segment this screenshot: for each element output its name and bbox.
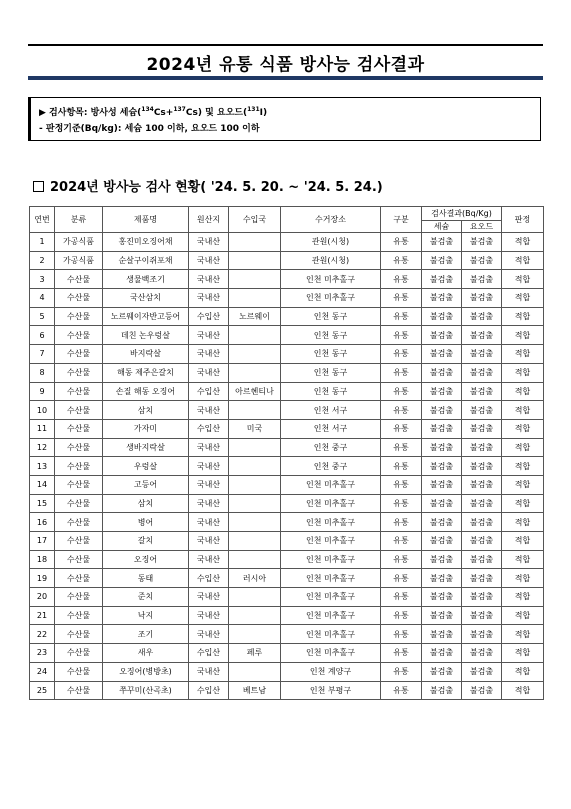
cell-origin: 국내산: [189, 494, 229, 513]
cell-place: 관원(시청): [281, 251, 381, 270]
cell-importer: 노르웨이: [229, 307, 281, 326]
cell-type: 유통: [381, 289, 422, 308]
cell-cesium: 불검출: [422, 251, 462, 270]
cell-verdict: 적합: [502, 513, 544, 532]
cell-place: 인천 미추홀구: [281, 550, 381, 569]
cell-origin: 국내산: [189, 475, 229, 494]
cell-origin: 국내산: [189, 625, 229, 644]
header-iodine: 요오드: [462, 221, 502, 233]
cell-verdict: 적합: [502, 382, 544, 401]
table-row: [30, 419, 544, 438]
cell-place: 인천 미추홀구: [281, 588, 381, 607]
cell-no: 17: [30, 532, 55, 551]
cell-iodine: 불검출: [462, 326, 502, 345]
cell-type: 유통: [381, 550, 422, 569]
cell-place: 인천 미추홀구: [281, 625, 381, 644]
cell-place: 인천 중구: [281, 438, 381, 457]
cell-origin: 수입산: [189, 382, 229, 401]
cell-product: 낙지: [103, 606, 189, 625]
cell-cesium: 불검출: [422, 625, 462, 644]
cell-no: 10: [30, 401, 55, 420]
cell-importer: 베트남: [229, 681, 281, 700]
cell-place: 인천 동구: [281, 307, 381, 326]
cell-type: 유통: [381, 363, 422, 382]
cell-origin: 국내산: [189, 532, 229, 551]
cell-product: 새우: [103, 644, 189, 663]
cell-verdict: 적합: [502, 326, 544, 345]
cell-iodine: 불검출: [462, 289, 502, 308]
cell-cesium: 불검출: [422, 662, 462, 681]
cell-verdict: 적합: [502, 662, 544, 681]
cell-product: 삼치: [103, 401, 189, 420]
cell-category: 수산물: [55, 625, 103, 644]
cell-importer: [229, 475, 281, 494]
cell-iodine: 불검출: [462, 438, 502, 457]
cell-product: 동태: [103, 569, 189, 588]
cell-place: 인천 미추홀구: [281, 569, 381, 588]
cell-iodine: 불검출: [462, 662, 502, 681]
cell-category: 수산물: [55, 644, 103, 663]
cell-no: 25: [30, 681, 55, 700]
cell-cesium: 불검출: [422, 401, 462, 420]
header-category: 분류: [55, 207, 103, 233]
cell-category: 수산물: [55, 532, 103, 551]
checkbox-icon: [33, 181, 44, 192]
cell-category: 수산물: [55, 606, 103, 625]
cell-no: 16: [30, 513, 55, 532]
cell-no: 8: [30, 363, 55, 382]
cell-category: 수산물: [55, 457, 103, 476]
cell-importer: [229, 494, 281, 513]
cell-no: 21: [30, 606, 55, 625]
cell-importer: [229, 233, 281, 252]
cell-category: 수산물: [55, 326, 103, 345]
cell-verdict: 적합: [502, 588, 544, 607]
cell-importer: 페루: [229, 644, 281, 663]
table-row: [30, 494, 544, 513]
cell-product: 쭈꾸미(산곡초): [103, 681, 189, 700]
cell-type: 유통: [381, 569, 422, 588]
cell-place: 인천 부평구: [281, 681, 381, 700]
cell-no: 4: [30, 289, 55, 308]
cell-place: 인천 미추홀구: [281, 289, 381, 308]
cell-category: 수산물: [55, 270, 103, 289]
cell-iodine: 불검출: [462, 475, 502, 494]
cell-origin: 수입산: [189, 307, 229, 326]
cell-verdict: 적합: [502, 457, 544, 476]
header-result: 검사결과(Bq/Kg): [422, 207, 502, 221]
cell-cesium: 불검출: [422, 326, 462, 345]
cell-no: 13: [30, 457, 55, 476]
cell-iodine: 불검출: [462, 307, 502, 326]
cell-no: 11: [30, 419, 55, 438]
header-type: 구분: [381, 207, 422, 233]
cell-product: 고등어: [103, 475, 189, 494]
cell-no: 5: [30, 307, 55, 326]
cell-origin: 수입산: [189, 569, 229, 588]
cell-importer: [229, 662, 281, 681]
cell-type: 유통: [381, 233, 422, 252]
cell-iodine: 불검출: [462, 419, 502, 438]
cell-importer: [229, 270, 281, 289]
criteria-test-items: ▶ 검사항목: 방사성 세슘($^{134}$Cs+$^{137}$Cs) 및 요오드($^{131}$I): [39, 106, 268, 118]
table-row: [30, 681, 544, 700]
section-heading: [33, 176, 383, 195]
cell-category: 가공식품: [55, 233, 103, 252]
table-row: [30, 644, 544, 663]
page-title: 2024년 유통 식품 방사능 검사결과: [146, 55, 425, 75]
cell-product: 손질 해동 오징어: [103, 382, 189, 401]
cell-origin: 수입산: [189, 644, 229, 663]
cell-iodine: 불검출: [462, 233, 502, 252]
cell-origin: 수입산: [189, 681, 229, 700]
cell-iodine: 불검출: [462, 550, 502, 569]
cell-product: 오징어: [103, 550, 189, 569]
cell-product: 생물백조기: [103, 270, 189, 289]
cell-category: 수산물: [55, 289, 103, 308]
title-rule-bottom: [28, 76, 543, 80]
header-no: 연번: [30, 207, 55, 233]
cell-category: 수산물: [55, 681, 103, 700]
cell-cesium: 불검출: [422, 606, 462, 625]
cell-cesium: 불검출: [422, 438, 462, 457]
cell-iodine: 불검출: [462, 625, 502, 644]
table-row: [30, 233, 544, 252]
cell-cesium: 불검출: [422, 475, 462, 494]
cell-cesium: 불검출: [422, 345, 462, 364]
cell-verdict: 적합: [502, 494, 544, 513]
cell-cesium: 불검출: [422, 494, 462, 513]
table-row: [30, 457, 544, 476]
title-rule-top: [28, 44, 543, 46]
cell-verdict: 적합: [502, 270, 544, 289]
cell-verdict: 적합: [502, 345, 544, 364]
table-row: [30, 662, 544, 681]
cell-no: 19: [30, 569, 55, 588]
cell-importer: [229, 532, 281, 551]
cell-type: 유통: [381, 625, 422, 644]
cell-place: 인천 미추홀구: [281, 606, 381, 625]
cell-category: 수산물: [55, 345, 103, 364]
cell-verdict: 적합: [502, 644, 544, 663]
cell-importer: [229, 251, 281, 270]
cell-place: 인천 미추홀구: [281, 270, 381, 289]
cell-verdict: 적합: [502, 569, 544, 588]
cell-iodine: 불검출: [462, 494, 502, 513]
cell-category: 수산물: [55, 550, 103, 569]
cell-place: 인천 동구: [281, 382, 381, 401]
cell-no: 6: [30, 326, 55, 345]
header-product: 제품명: [103, 207, 189, 233]
cell-no: 18: [30, 550, 55, 569]
cell-product: 삼치: [103, 494, 189, 513]
cell-type: 유통: [381, 513, 422, 532]
cell-cesium: 불검출: [422, 270, 462, 289]
cell-product: 갈치: [103, 532, 189, 551]
table-header: [30, 207, 544, 233]
cell-no: 2: [30, 251, 55, 270]
table-row: [30, 382, 544, 401]
cell-iodine: 불검출: [462, 513, 502, 532]
cell-cesium: 불검출: [422, 289, 462, 308]
cell-category: 수산물: [55, 494, 103, 513]
cell-importer: [229, 588, 281, 607]
cell-no: 3: [30, 270, 55, 289]
cell-cesium: 불검출: [422, 588, 462, 607]
cell-no: 20: [30, 588, 55, 607]
cell-category: 수산물: [55, 307, 103, 326]
cell-origin: 국내산: [189, 233, 229, 252]
cell-iodine: 불검출: [462, 363, 502, 382]
cell-iodine: 불검출: [462, 532, 502, 551]
cell-importer: [229, 513, 281, 532]
cell-no: 22: [30, 625, 55, 644]
cell-iodine: 불검출: [462, 382, 502, 401]
cell-iodine: 불검출: [462, 270, 502, 289]
cell-origin: 국내산: [189, 513, 229, 532]
cell-cesium: 불검출: [422, 532, 462, 551]
cell-type: 유통: [381, 307, 422, 326]
cell-verdict: 적합: [502, 419, 544, 438]
cell-origin: 수입산: [189, 419, 229, 438]
cell-type: 유통: [381, 345, 422, 364]
cell-type: 유통: [381, 588, 422, 607]
cell-place: 인천 동구: [281, 326, 381, 345]
cell-importer: [229, 438, 281, 457]
table-row: [30, 401, 544, 420]
section-title: 2024년 방사능 검사 현황( '24. 5. 20. ~ '24. 5. 24.): [50, 180, 383, 195]
cell-place: 관원(시청): [281, 233, 381, 252]
table-row: [30, 550, 544, 569]
cell-origin: 국내산: [189, 662, 229, 681]
cell-importer: [229, 606, 281, 625]
cell-type: 유통: [381, 606, 422, 625]
cell-place: 인천 동구: [281, 363, 381, 382]
cell-importer: [229, 363, 281, 382]
cell-origin: 국내산: [189, 270, 229, 289]
cell-type: 유통: [381, 251, 422, 270]
cell-iodine: 불검출: [462, 251, 502, 270]
cell-category: 수산물: [55, 382, 103, 401]
table-row: [30, 270, 544, 289]
table-row: [30, 326, 544, 345]
cell-cesium: 불검출: [422, 681, 462, 700]
cell-cesium: 불검출: [422, 363, 462, 382]
cell-category: 수산물: [55, 363, 103, 382]
table-row: [30, 532, 544, 551]
cell-origin: 국내산: [189, 345, 229, 364]
cell-iodine: 불검출: [462, 457, 502, 476]
cell-iodine: 불검출: [462, 681, 502, 700]
cell-iodine: 불검출: [462, 606, 502, 625]
cell-importer: 미국: [229, 419, 281, 438]
cell-place: 인천 미추홀구: [281, 532, 381, 551]
cell-place: 인천 서구: [281, 401, 381, 420]
cell-importer: [229, 326, 281, 345]
cell-no: 7: [30, 345, 55, 364]
cell-type: 유통: [381, 457, 422, 476]
cell-type: 유통: [381, 382, 422, 401]
cell-importer: [229, 625, 281, 644]
cell-origin: 국내산: [189, 550, 229, 569]
cell-iodine: 불검출: [462, 644, 502, 663]
cell-product: 노르웨이자반고등어: [103, 307, 189, 326]
cell-verdict: 적합: [502, 251, 544, 270]
cell-product: 생바지락살: [103, 438, 189, 457]
table-row: [30, 475, 544, 494]
cell-iodine: 불검출: [462, 588, 502, 607]
cell-cesium: 불검출: [422, 513, 462, 532]
table-body: [30, 233, 544, 700]
cell-type: 유통: [381, 532, 422, 551]
cell-category: 수산물: [55, 401, 103, 420]
cell-cesium: 불검출: [422, 233, 462, 252]
table-row: [30, 345, 544, 364]
cell-verdict: 적합: [502, 532, 544, 551]
cell-no: 1: [30, 233, 55, 252]
cell-origin: 국내산: [189, 438, 229, 457]
table-row: [30, 307, 544, 326]
cell-cesium: 불검출: [422, 550, 462, 569]
cell-cesium: 불검출: [422, 382, 462, 401]
cell-product: 우렁살: [103, 457, 189, 476]
header-cesium: 세슘: [422, 221, 462, 233]
cell-origin: 국내산: [189, 457, 229, 476]
cell-type: 유통: [381, 662, 422, 681]
table-row: [30, 625, 544, 644]
table-row: [30, 588, 544, 607]
cell-product: 순살구이쥐포채: [103, 251, 189, 270]
cell-category: 수산물: [55, 588, 103, 607]
cell-cesium: 불검출: [422, 457, 462, 476]
table-row: [30, 513, 544, 532]
header-origin: 원산지: [189, 207, 229, 233]
cell-category: 수산물: [55, 513, 103, 532]
cell-origin: 국내산: [189, 363, 229, 382]
cell-type: 유통: [381, 438, 422, 457]
cell-importer: [229, 401, 281, 420]
cell-place: 인천 미추홀구: [281, 494, 381, 513]
cell-category: 수산물: [55, 419, 103, 438]
table-row: [30, 363, 544, 382]
cell-no: 9: [30, 382, 55, 401]
cell-type: 유통: [381, 644, 422, 663]
cell-no: 23: [30, 644, 55, 663]
cell-no: 14: [30, 475, 55, 494]
cell-origin: 국내산: [189, 606, 229, 625]
cell-verdict: 적합: [502, 475, 544, 494]
cell-category: 수산물: [55, 569, 103, 588]
cell-importer: [229, 457, 281, 476]
cell-importer: [229, 550, 281, 569]
cell-verdict: 적합: [502, 233, 544, 252]
cell-product: 홍진미오징어채: [103, 233, 189, 252]
cell-product: 국산삼치: [103, 289, 189, 308]
cell-no: 24: [30, 662, 55, 681]
cell-origin: 국내산: [189, 326, 229, 345]
cell-iodine: 불검출: [462, 569, 502, 588]
cell-place: 인천 동구: [281, 345, 381, 364]
cell-type: 유통: [381, 270, 422, 289]
cell-product: 가자미: [103, 419, 189, 438]
cell-no: 12: [30, 438, 55, 457]
cell-place: 인천 미추홀구: [281, 644, 381, 663]
cell-category: 수산물: [55, 475, 103, 494]
cell-importer: 아르헨티나: [229, 382, 281, 401]
cell-verdict: 적합: [502, 307, 544, 326]
cell-verdict: 적합: [502, 681, 544, 700]
table-row: [30, 289, 544, 308]
cell-origin: 국내산: [189, 588, 229, 607]
results-table: [29, 206, 544, 700]
cell-cesium: 불검출: [422, 419, 462, 438]
cell-category: 가공식품: [55, 251, 103, 270]
cell-place: 인천 서구: [281, 419, 381, 438]
cell-origin: 국내산: [189, 401, 229, 420]
cell-verdict: 적합: [502, 438, 544, 457]
cell-category: 수산물: [55, 662, 103, 681]
cell-type: 유통: [381, 494, 422, 513]
header-verdict: 판정: [502, 207, 544, 233]
cell-origin: 국내산: [189, 251, 229, 270]
table-row: [30, 569, 544, 588]
cell-iodine: 불검출: [462, 401, 502, 420]
cell-verdict: 적합: [502, 363, 544, 382]
cell-place: 인천 중구: [281, 457, 381, 476]
table-row: [30, 251, 544, 270]
cell-type: 유통: [381, 326, 422, 345]
criteria-box: [28, 97, 541, 141]
cell-place: 인천 미추홀구: [281, 513, 381, 532]
cell-verdict: 적합: [502, 550, 544, 569]
cell-product: 오징어(병방초): [103, 662, 189, 681]
table-row: [30, 606, 544, 625]
cell-type: 유통: [381, 419, 422, 438]
header-importer: 수입국: [229, 207, 281, 233]
cell-cesium: 불검출: [422, 644, 462, 663]
cell-type: 유통: [381, 475, 422, 494]
cell-product: 준치: [103, 588, 189, 607]
cell-place: 인천 미추홀구: [281, 475, 381, 494]
cell-origin: 국내산: [189, 289, 229, 308]
cell-type: 유통: [381, 401, 422, 420]
cell-importer: 러시아: [229, 569, 281, 588]
cell-verdict: 적합: [502, 401, 544, 420]
cell-verdict: 적합: [502, 289, 544, 308]
cell-product: 바지락살: [103, 345, 189, 364]
cell-product: 해동 제주은갈치: [103, 363, 189, 382]
cell-product: 데친 논우렁살: [103, 326, 189, 345]
cell-cesium: 불검출: [422, 307, 462, 326]
cell-importer: [229, 289, 281, 308]
cell-product: 조기: [103, 625, 189, 644]
cell-place: 인천 계양구: [281, 662, 381, 681]
cell-no: 15: [30, 494, 55, 513]
cell-product: 병어: [103, 513, 189, 532]
cell-type: 유통: [381, 681, 422, 700]
cell-importer: [229, 345, 281, 364]
cell-verdict: 적합: [502, 625, 544, 644]
criteria-judgement-standard: - 판정기준(Bq/kg): 세슘 100 이하, 요오드 100 이하: [39, 124, 260, 134]
cell-cesium: 불검출: [422, 569, 462, 588]
header-place: 수거장소: [281, 207, 381, 233]
cell-verdict: 적합: [502, 606, 544, 625]
cell-iodine: 불검출: [462, 345, 502, 364]
table-row: [30, 438, 544, 457]
cell-category: 수산물: [55, 438, 103, 457]
